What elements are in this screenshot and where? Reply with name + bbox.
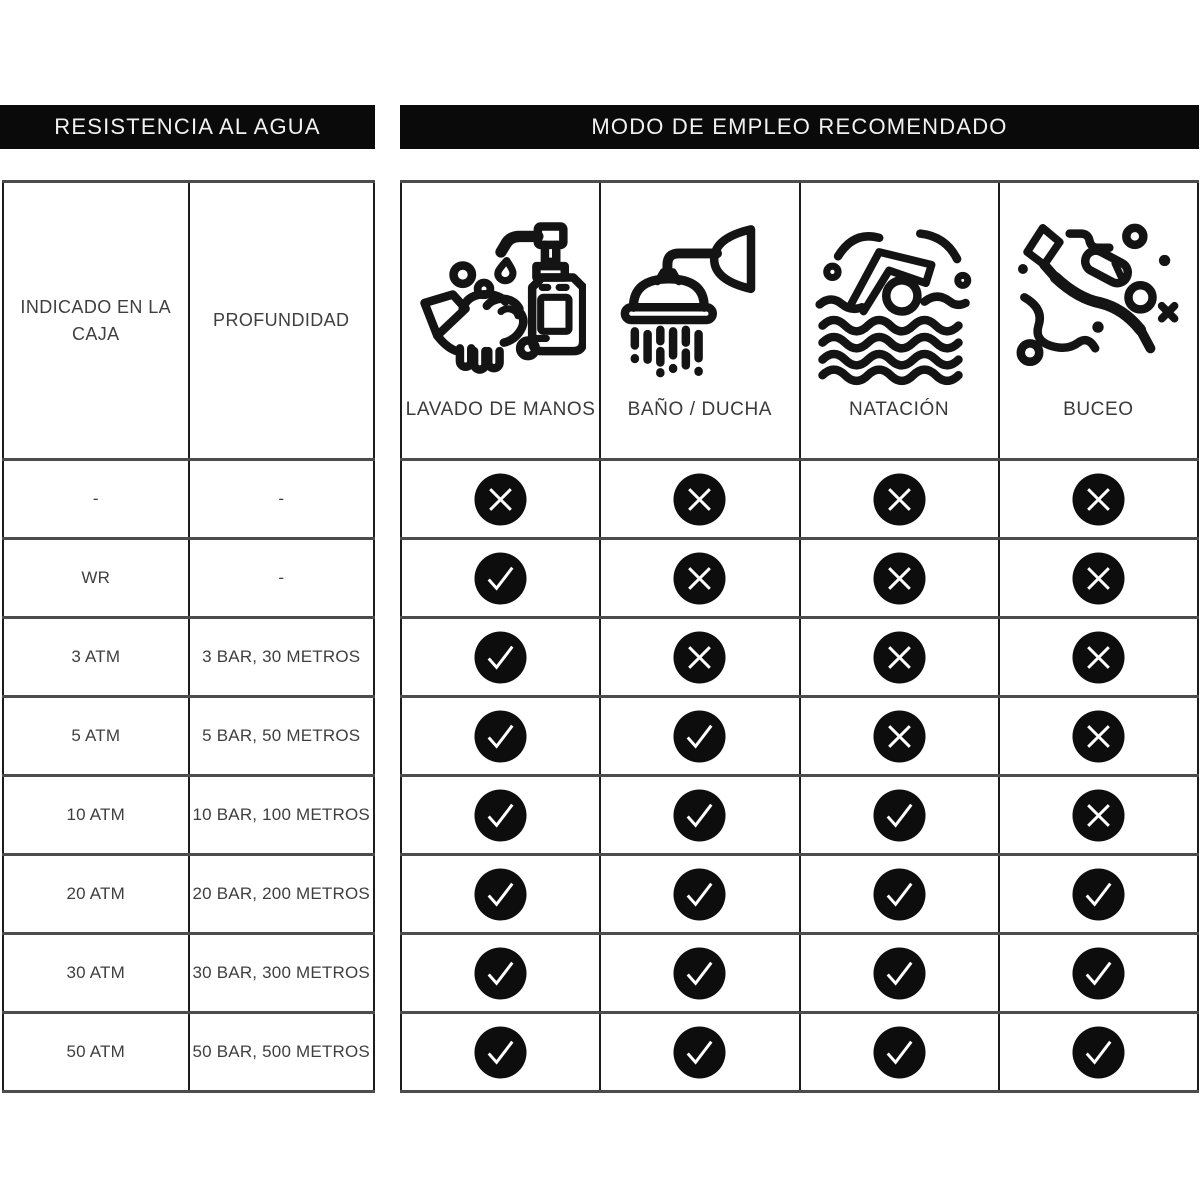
cross-mark-icon (672, 551, 727, 606)
check-mark-icon (872, 946, 927, 1001)
table-row (3, 1013, 374, 1092)
mark-cell (401, 697, 600, 776)
mark-cell (999, 934, 1198, 1013)
mark-cell (600, 776, 799, 855)
mark-cell (800, 697, 999, 776)
profundidad-cell: 20 BAR, 200 METROS (189, 855, 375, 934)
mark-cell (401, 776, 600, 855)
mark-cell (999, 539, 1198, 618)
mark-cell (401, 855, 600, 934)
shower-icon (614, 217, 786, 389)
check-mark-icon (1071, 867, 1126, 922)
mark-cell (600, 934, 799, 1013)
table-row (3, 855, 374, 934)
check-mark-icon (473, 788, 528, 843)
mark-cell (401, 1013, 600, 1092)
mark-cell (999, 618, 1198, 697)
cross-mark-icon (473, 472, 528, 527)
caja-cell: 10 ATM (3, 776, 189, 855)
check-mark-icon (672, 946, 727, 1001)
column-header-lavado-de-manos (401, 182, 600, 460)
table-row (401, 697, 1198, 776)
caja-cell: 5 ATM (3, 697, 189, 776)
table-row (3, 618, 374, 697)
cross-mark-icon (1071, 788, 1126, 843)
check-mark-icon (672, 1025, 727, 1080)
check-mark-icon (473, 630, 528, 685)
profundidad-cell: 50 BAR, 500 METROS (189, 1013, 375, 1092)
column-label: BUCEO (1063, 399, 1134, 420)
cross-mark-icon (872, 551, 927, 606)
mark-cell (600, 539, 799, 618)
hand-washing-icon (415, 217, 587, 389)
column-header-buceo (999, 182, 1198, 460)
profundidad-cell: - (189, 539, 375, 618)
mark-cell (999, 776, 1198, 855)
table-row (401, 1013, 1198, 1092)
mark-cell (600, 460, 799, 539)
table-row (3, 460, 374, 539)
mark-cell (800, 618, 999, 697)
swimming-icon (813, 217, 985, 389)
check-mark-icon (872, 867, 927, 922)
cross-mark-icon (872, 709, 927, 764)
mark-cell (999, 1013, 1198, 1092)
table-row (401, 539, 1198, 618)
check-mark-icon (473, 946, 528, 1001)
table-row (401, 776, 1198, 855)
recommended-use-table (400, 180, 1199, 1093)
mark-cell (600, 855, 799, 934)
profundidad-cell: - (189, 460, 375, 539)
mark-cell (800, 1013, 999, 1092)
check-mark-icon (473, 551, 528, 606)
water-resistance-table (2, 180, 375, 1093)
table-row (401, 934, 1198, 1013)
mark-cell (600, 1013, 799, 1092)
table-header-row (401, 182, 1198, 460)
mark-cell (401, 539, 600, 618)
check-mark-icon (473, 867, 528, 922)
mark-cell (600, 618, 799, 697)
mark-cell (800, 776, 999, 855)
column-label: NATACIÓN (849, 399, 950, 420)
table-row (3, 934, 374, 1013)
profundidad-cell: 30 BAR, 300 METROS (189, 934, 375, 1013)
caja-cell: 50 ATM (3, 1013, 189, 1092)
mark-cell (800, 460, 999, 539)
caja-cell: WR (3, 539, 189, 618)
mark-cell (999, 855, 1198, 934)
water-resistance-title: RESISTENCIA AL AGUA (54, 114, 321, 139)
table-row (401, 855, 1198, 934)
recommended-use-header-bar (400, 105, 1199, 149)
table-header-row (3, 182, 374, 460)
mark-cell (999, 697, 1198, 776)
mark-cell (401, 460, 600, 539)
mark-cell (401, 618, 600, 697)
check-mark-icon (872, 1025, 927, 1080)
cross-mark-icon (1071, 472, 1126, 527)
column-header-natacion (800, 182, 999, 460)
check-mark-icon (473, 709, 528, 764)
column-header-bano-ducha (600, 182, 799, 460)
check-mark-icon (872, 788, 927, 843)
cross-mark-icon (672, 630, 727, 685)
caja-cell: 30 ATM (3, 934, 189, 1013)
cross-mark-icon (872, 472, 927, 527)
cross-mark-icon (1071, 551, 1126, 606)
mark-cell (800, 539, 999, 618)
column-label: LAVADO DE MANOS (405, 399, 596, 420)
table-row (401, 618, 1198, 697)
check-mark-icon (672, 709, 727, 764)
profundidad-cell: 5 BAR, 50 METROS (189, 697, 375, 776)
recommended-use-title: MODO DE EMPLEO RECOMENDADO (591, 114, 1008, 139)
mark-cell (999, 460, 1198, 539)
check-mark-icon (473, 1025, 528, 1080)
caja-cell: 20 ATM (3, 855, 189, 934)
check-mark-icon (672, 788, 727, 843)
check-mark-icon (1071, 1025, 1126, 1080)
cross-mark-icon (872, 630, 927, 685)
cross-mark-icon (1071, 709, 1126, 764)
profundidad-cell: 3 BAR, 30 METROS (189, 618, 375, 697)
water-resistance-header-bar (0, 105, 375, 149)
check-mark-icon (1071, 946, 1126, 1001)
mark-cell (800, 855, 999, 934)
column-label: BAÑO / DUCHA (627, 399, 773, 420)
check-mark-icon (672, 867, 727, 922)
table-row (401, 460, 1198, 539)
caja-cell: 3 ATM (3, 618, 189, 697)
profundidad-cell: 10 BAR, 100 METROS (189, 776, 375, 855)
diving-icon (1012, 217, 1184, 389)
table-row (3, 539, 374, 618)
column-header-profundidad: PROFUNDIDAD (189, 182, 375, 460)
mark-cell (800, 934, 999, 1013)
table-row (3, 776, 374, 855)
column-header-indicado-en-la-caja: INDICADO EN LA CAJA (3, 182, 189, 460)
cross-mark-icon (672, 472, 727, 527)
cross-mark-icon (1071, 630, 1126, 685)
mark-cell (401, 934, 600, 1013)
table-row (3, 697, 374, 776)
caja-cell: - (3, 460, 189, 539)
mark-cell (600, 697, 799, 776)
